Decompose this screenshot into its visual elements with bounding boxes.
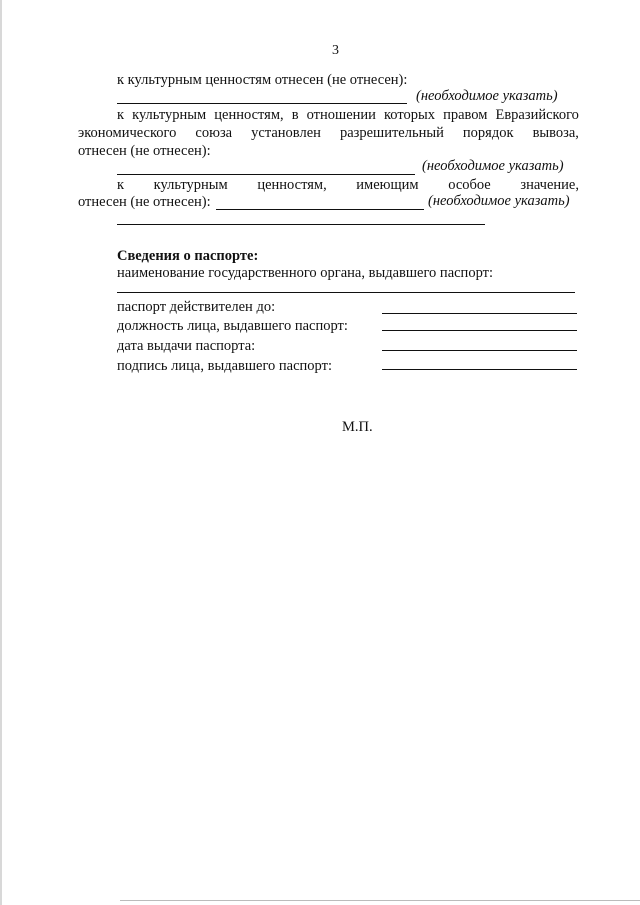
hint-3: (необходимое указать) (428, 193, 570, 209)
stamp-place: М.П. (342, 419, 373, 435)
scan-bottom-edge (120, 900, 640, 901)
word: союза (195, 125, 233, 141)
passport-field-date: дата выдачи паспорта: (117, 338, 256, 354)
cultural-line-1: к культурным ценностям отнесен (не отнесен): (117, 72, 408, 88)
word: в (291, 107, 299, 123)
word: значение, (520, 177, 579, 193)
passport-position-line[interactable] (382, 330, 577, 331)
passport-field-signature: подпись лица, выдавшего паспорт: (117, 358, 332, 374)
cultural-line-4: отнесен (не отнесен): (78, 143, 211, 159)
fill-line-1[interactable] (117, 103, 407, 104)
cultural-line-2 (117, 107, 579, 124)
word: отношении (306, 107, 376, 123)
word: культурным (132, 107, 207, 123)
cultural-line-5 (117, 177, 579, 194)
word: правом (443, 107, 488, 123)
passport-issuer-label: наименование государственного органа, выдавшего паспорт: (117, 265, 493, 281)
word: порядок (462, 125, 514, 141)
word: культурным (153, 177, 228, 193)
word: экономического (78, 125, 177, 141)
passport-date-line[interactable] (382, 350, 577, 351)
fill-line-3[interactable] (216, 209, 424, 210)
word: Евразийского (495, 107, 579, 123)
passport-issuer-line[interactable] (117, 292, 575, 293)
word: имеющим (356, 177, 419, 193)
word: к (117, 177, 125, 193)
passport-field-valid: паспорт действителен до: (117, 299, 276, 315)
word: к (117, 107, 125, 123)
word: ценностям, (214, 107, 284, 123)
hint-1: (необходимое указать) (416, 88, 558, 104)
passport-heading: Сведения о паспорте: (117, 248, 259, 264)
fill-line-4[interactable] (117, 224, 485, 225)
hint-2: (необходимое указать) (422, 158, 564, 174)
cultural-line-6: отнесен (не отнесен): (78, 194, 211, 210)
fill-line-2[interactable] (117, 174, 415, 175)
passport-field-position: должность лица, выдавшего паспорт: (117, 318, 348, 334)
cultural-line-3 (78, 125, 579, 142)
word: особое (448, 177, 491, 193)
passport-valid-line[interactable] (382, 313, 577, 314)
word: ценностям, (257, 177, 327, 193)
word: вывоза, (532, 125, 579, 141)
page-number: 3 (332, 43, 339, 58)
word: разрешительный (339, 125, 444, 141)
passport-signature-line[interactable] (382, 369, 577, 370)
word: установлен (251, 125, 321, 141)
word: которых (383, 107, 435, 123)
scan-edge (0, 0, 2, 905)
